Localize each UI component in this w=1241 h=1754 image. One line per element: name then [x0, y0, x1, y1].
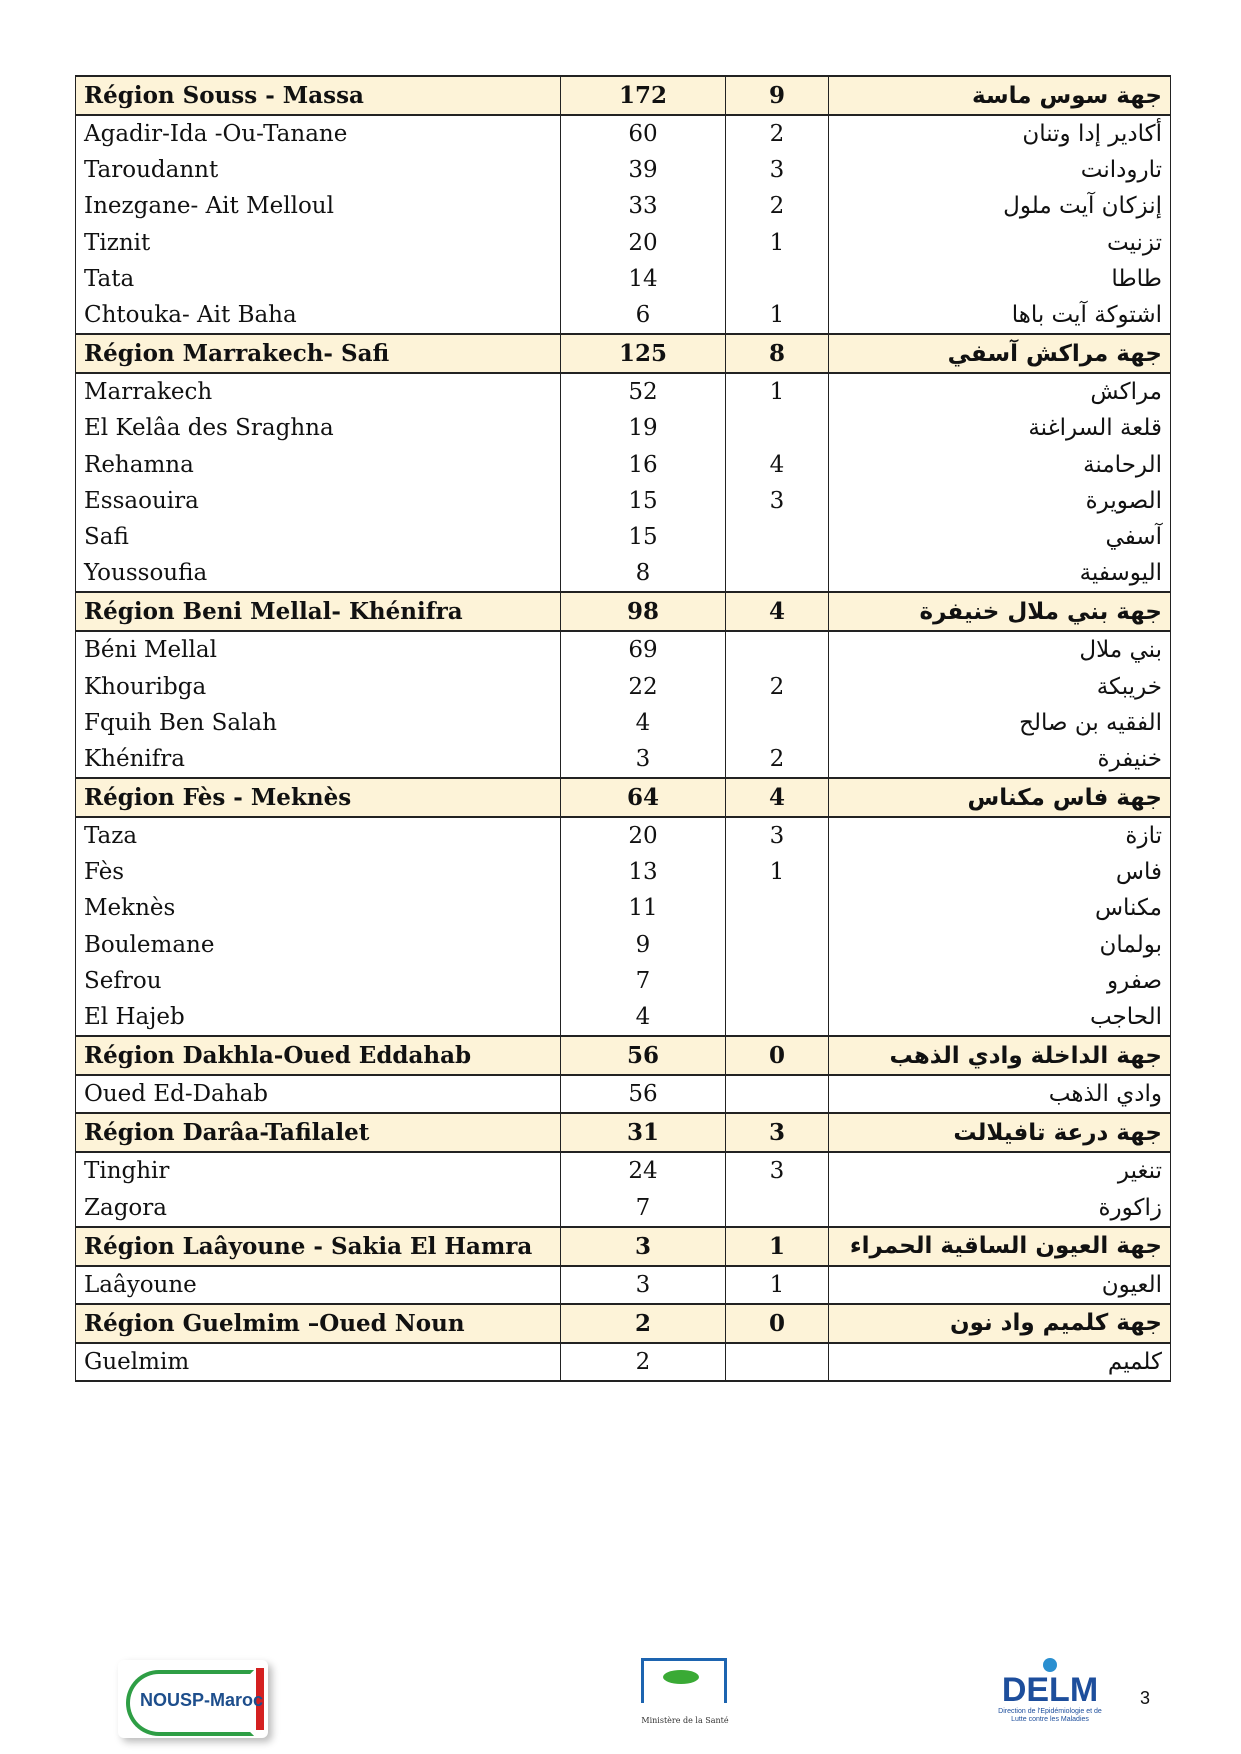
province-total: 22: [561, 668, 726, 704]
page-footer: [0, 1650, 1241, 1750]
province-name-fr: Khouribga: [76, 668, 561, 704]
province-name-ar: الفقيه بن صالح: [829, 705, 1171, 741]
province-name-ar: تنغير: [829, 1152, 1171, 1189]
region-name-fr: Région Laâyoune - Sakia El Hamra: [76, 1227, 561, 1266]
table-row: [76, 668, 1171, 704]
province-col3: [726, 261, 829, 297]
table-row: [76, 817, 1171, 854]
table-row: [76, 261, 1171, 297]
delm-logo: [990, 1658, 1110, 1743]
region-row: [76, 1227, 1171, 1266]
province-total: 2: [561, 1343, 726, 1381]
delm-logo-subtitle: Direction de l'Epidémiologie et de Lutte contre les Maladies: [998, 1708, 1102, 1723]
province-name-fr: Taza: [76, 817, 561, 854]
region-name-ar: جهة الداخلة وادي الذهب: [829, 1036, 1171, 1075]
table-row: [76, 447, 1171, 483]
province-total: 6: [561, 297, 726, 334]
region-name-ar: جهة بني ملال خنيفرة: [829, 592, 1171, 631]
province-name-fr: Marrakech: [76, 373, 561, 410]
region-name-ar: جهة العيون الساقية الحمراء: [829, 1227, 1171, 1266]
province-total: 60: [561, 115, 726, 152]
region-col3: 3: [726, 1113, 829, 1152]
province-name-ar: مراكش: [829, 373, 1171, 410]
province-name-fr: Chtouka- Ait Baha: [76, 297, 561, 334]
province-name-fr: Rehamna: [76, 447, 561, 483]
province-col3: 1: [726, 854, 829, 890]
province-name-ar: إنزكان آيت ملول: [829, 188, 1171, 224]
table-row: [76, 705, 1171, 741]
province-name-fr: Fès: [76, 854, 561, 890]
province-col3: [726, 555, 829, 592]
province-name-ar: العيون: [829, 1266, 1171, 1304]
table-row: [76, 519, 1171, 555]
province-col3: [726, 890, 829, 926]
province-name-fr: Taroudannt: [76, 152, 561, 188]
nousp-logo: [118, 1660, 268, 1738]
province-col3: [726, 999, 829, 1036]
province-name-ar: قلعة السراغنة: [829, 410, 1171, 446]
region-row: [76, 778, 1171, 817]
province-name-ar: خنيفرة: [829, 741, 1171, 778]
region-name-ar: جهة كلميم واد نون: [829, 1304, 1171, 1343]
region-name-fr: Région Souss - Massa: [76, 76, 561, 115]
region-total: 31: [561, 1113, 726, 1152]
region-total: 3: [561, 1227, 726, 1266]
province-name-fr: Oued Ed-Dahab: [76, 1075, 561, 1113]
province-total: 11: [561, 890, 726, 926]
province-col3: [726, 927, 829, 963]
region-col3: 9: [726, 76, 829, 115]
province-name-ar: فاس: [829, 854, 1171, 890]
province-name-fr: Safi: [76, 519, 561, 555]
province-total: 8: [561, 555, 726, 592]
region-name-ar: جهة فاس مكناس: [829, 778, 1171, 817]
province-name-ar: خريبكة: [829, 668, 1171, 704]
region-name-fr: Région Guelmim –Oued Noun: [76, 1304, 561, 1343]
province-total: 15: [561, 519, 726, 555]
province-col3: 2: [726, 115, 829, 152]
province-total: 56: [561, 1075, 726, 1113]
region-total: 56: [561, 1036, 726, 1075]
page-number: 3: [1140, 1688, 1151, 1708]
province-name-fr: El Kelâa des Sraghna: [76, 410, 561, 446]
province-total: 7: [561, 1190, 726, 1227]
province-col3: 3: [726, 152, 829, 188]
province-name-ar: اليوسفية: [829, 555, 1171, 592]
province-name-fr: El Hajeb: [76, 999, 561, 1036]
province-name-fr: Sefrou: [76, 963, 561, 999]
province-name-ar: الحاجب: [829, 999, 1171, 1036]
region-total: 98: [561, 592, 726, 631]
region-row: [76, 76, 1171, 115]
province-total: 19: [561, 410, 726, 446]
province-name-ar: آسفي: [829, 519, 1171, 555]
province-total: 4: [561, 999, 726, 1036]
province-total: 4: [561, 705, 726, 741]
table-row: [76, 890, 1171, 926]
province-name-ar: وادي الذهب: [829, 1075, 1171, 1113]
province-total: 69: [561, 631, 726, 668]
table-row: [76, 297, 1171, 334]
province-name-fr: Youssoufia: [76, 555, 561, 592]
table-row: [76, 373, 1171, 410]
province-name-fr: Agadir-Ida -Ou-Tanane: [76, 115, 561, 152]
province-name-ar: تارودانت: [829, 152, 1171, 188]
province-total: 20: [561, 817, 726, 854]
region-name-ar: جهة درعة تافيلالت: [829, 1113, 1171, 1152]
province-col3: [726, 631, 829, 668]
ministry-logo: [635, 1658, 735, 1740]
region-col3: 8: [726, 334, 829, 373]
province-total: 33: [561, 188, 726, 224]
table-row: [76, 115, 1171, 152]
table-row: [76, 1152, 1171, 1189]
table-row: [76, 1266, 1171, 1304]
region-col3: 0: [726, 1036, 829, 1075]
province-name-fr: Fquih Ben Salah: [76, 705, 561, 741]
province-total: 7: [561, 963, 726, 999]
region-name-ar: جهة سوس ماسة: [829, 76, 1171, 115]
region-name-fr: Région Beni Mellal- Khénifra: [76, 592, 561, 631]
province-col3: [726, 1190, 829, 1227]
province-name-ar: تازة: [829, 817, 1171, 854]
table-row: [76, 741, 1171, 778]
region-row: [76, 1036, 1171, 1075]
province-name-fr: Tinghir: [76, 1152, 561, 1189]
province-col3: 1: [726, 297, 829, 334]
province-total: 20: [561, 225, 726, 261]
region-row: [76, 592, 1171, 631]
region-col3: 4: [726, 592, 829, 631]
cases-table: [75, 75, 1171, 1382]
province-col3: [726, 1075, 829, 1113]
province-name-ar: بني ملال: [829, 631, 1171, 668]
table-row: [76, 854, 1171, 890]
province-name-fr: Tata: [76, 261, 561, 297]
province-col3: [726, 1343, 829, 1381]
region-total: 64: [561, 778, 726, 817]
province-name-ar: صفرو: [829, 963, 1171, 999]
province-name-fr: Inezgane- Ait Melloul: [76, 188, 561, 224]
province-name-ar: مكناس: [829, 890, 1171, 926]
province-total: 16: [561, 447, 726, 483]
province-name-fr: Khénifra: [76, 741, 561, 778]
province-col3: 3: [726, 483, 829, 519]
province-total: 3: [561, 741, 726, 778]
province-name-fr: Guelmim: [76, 1343, 561, 1381]
province-col3: 3: [726, 817, 829, 854]
province-name-fr: Béni Mellal: [76, 631, 561, 668]
region-total: 2: [561, 1304, 726, 1343]
province-col3: [726, 519, 829, 555]
province-col3: 3: [726, 1152, 829, 1189]
province-name-fr: Meknès: [76, 890, 561, 926]
region-col3: 4: [726, 778, 829, 817]
table-row: [76, 188, 1171, 224]
province-total: 9: [561, 927, 726, 963]
province-name-fr: Laâyoune: [76, 1266, 561, 1304]
table-row: [76, 1343, 1171, 1381]
province-total: 3: [561, 1266, 726, 1304]
province-col3: 1: [726, 373, 829, 410]
province-col3: 2: [726, 188, 829, 224]
table-row: [76, 999, 1171, 1036]
province-total: 24: [561, 1152, 726, 1189]
delm-dot-icon: [1043, 1658, 1057, 1672]
province-name-ar: الصويرة: [829, 483, 1171, 519]
region-name-ar: جهة مراكش آسفي: [829, 334, 1171, 373]
province-name-fr: Boulemane: [76, 927, 561, 963]
province-name-fr: Zagora: [76, 1190, 561, 1227]
region-col3: 0: [726, 1304, 829, 1343]
province-col3: [726, 705, 829, 741]
region-col3: 1: [726, 1227, 829, 1266]
table-row: [76, 152, 1171, 188]
province-total: 52: [561, 373, 726, 410]
province-total: 13: [561, 854, 726, 890]
table-row: [76, 483, 1171, 519]
province-total: 14: [561, 261, 726, 297]
region-name-fr: Région Marrakech- Safi: [76, 334, 561, 373]
region-row: [76, 1113, 1171, 1152]
table-row: [76, 225, 1171, 261]
province-col3: 1: [726, 1266, 829, 1304]
province-name-fr: Essaouira: [76, 483, 561, 519]
province-name-ar: الرحامنة: [829, 447, 1171, 483]
province-col3: 1: [726, 225, 829, 261]
province-total: 39: [561, 152, 726, 188]
region-row: [76, 334, 1171, 373]
delm-logo-text: DELM: [1001, 1671, 1099, 1709]
table-row: [76, 963, 1171, 999]
province-col3: [726, 410, 829, 446]
region-name-fr: Région Fès - Meknès: [76, 778, 561, 817]
ministry-logo-caption: Ministère de la Santé: [641, 1716, 729, 1725]
table-row: [76, 1190, 1171, 1227]
table-body: [76, 76, 1171, 1381]
table-row: [76, 410, 1171, 446]
region-row: [76, 1304, 1171, 1343]
province-name-ar: طاطا: [829, 261, 1171, 297]
province-name-ar: تزنيت: [829, 225, 1171, 261]
province-name-ar: بولمان: [829, 927, 1171, 963]
table-row: [76, 927, 1171, 963]
province-name-ar: كلميم: [829, 1343, 1171, 1381]
table-row: [76, 555, 1171, 592]
table-row: [76, 1075, 1171, 1113]
table-row: [76, 631, 1171, 668]
province-col3: 2: [726, 668, 829, 704]
province-name-ar: زاكورة: [829, 1190, 1171, 1227]
region-total: 125: [561, 334, 726, 373]
region-total: 172: [561, 76, 726, 115]
province-col3: 2: [726, 741, 829, 778]
nousp-logo-text: NOUSP-Maroc: [140, 1690, 264, 1710]
province-name-fr: Tiznit: [76, 225, 561, 261]
region-name-fr: Région Darâa-Tafilalet: [76, 1113, 561, 1152]
province-total: 15: [561, 483, 726, 519]
province-col3: 4: [726, 447, 829, 483]
province-name-ar: أكادير إدا وتنان: [829, 115, 1171, 152]
province-col3: [726, 963, 829, 999]
region-name-fr: Région Dakhla-Oued Eddahab: [76, 1036, 561, 1075]
province-name-ar: اشتوكة آيت باها: [829, 297, 1171, 334]
